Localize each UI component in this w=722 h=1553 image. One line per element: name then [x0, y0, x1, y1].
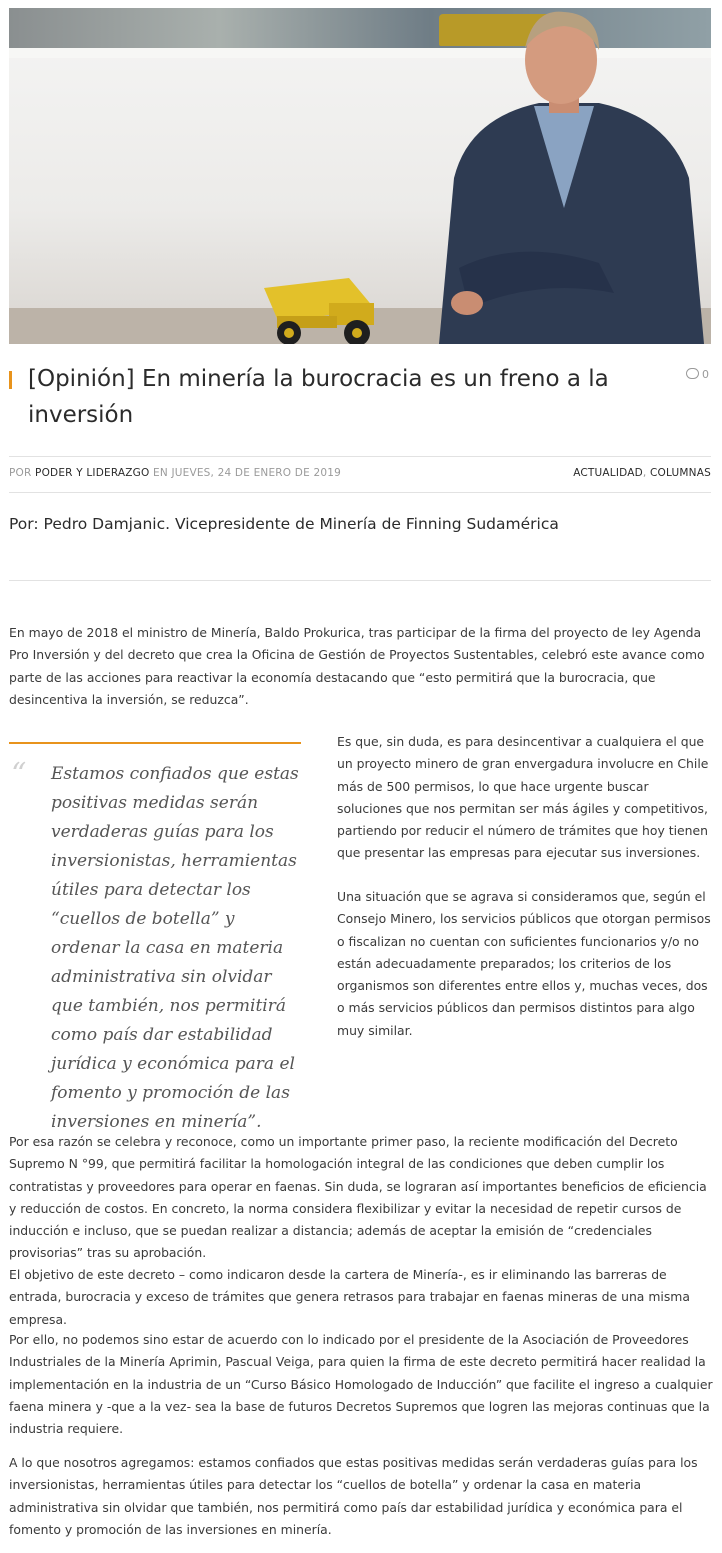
article-byline: Por: Pedro Damjanic. Vicepresidente de Minería de Finning Sudamérica [9, 515, 559, 533]
meta-author-link[interactable]: PODER Y LIDERAZGO [35, 467, 150, 479]
divider-top [9, 456, 711, 457]
title-accent-bar [9, 371, 12, 389]
article-meta [9, 467, 711, 479]
category-separator: , [642, 467, 647, 479]
hero-person-figure [399, 8, 711, 344]
comments-count: 0 [702, 368, 709, 381]
article-paragraph-2: Es que, sin duda, es para desincentivar a cualquiera el que un proyecto minero de gran envergadura involucre en Chile más de 500 permisos, lo que hace urgente buscar soluciones que nos permitan ser más ágiles y competitivos, partiendo por reducir el número de trámites que hoy tienen que presentar las empresas para ejecutar sus inversiones. [337, 734, 709, 861]
meta-categories [573, 467, 711, 479]
pull-quote: Estamos confiados que estas positivas medidas serán verdaderas guías para los inversionistas, herramientas útiles para detectar los “cuellos de botella” y ordenar la casa en materia administrativa sin olvidar que también, nos permitirá como país dar estabilidad jurídica y económica para el fomento y promoción de las inversiones en minería”. [51, 764, 299, 1132]
comments-link[interactable] [686, 368, 709, 381]
article-paragraph-5: El objetivo de este decreto – como indicaron desde la cartera de Minería-, es ir eliminando las barreras de entrada, burocracia y exceso de trámites que genera retrasos para trabajar en faenas mineras de una misma empresa. [9, 1267, 690, 1327]
meta-date-prefix: EN [153, 467, 168, 479]
article-paragraph-3: Una situación que se agrava si consideramos que, según el Consejo Minero, los servicios públicos que otorgan permisos o fiscalizan no cuentan con suficientes funcionarios y/o no están adecuadamente preparados; los criterios de los organismos son diferentes entre ellos y, muchas veces, dos o más servicios públicos dan permisos distintos para algo muy similar. [337, 889, 711, 1038]
comment-bubble-icon [686, 368, 699, 379]
meta-by-prefix: POR [9, 467, 32, 479]
article-paragraph-7: A lo que nosotros agregamos: estamos confiados que estas positivas medidas serán verdaderas guías para los inversionistas, herramientas útiles para detectar los “cuellos de botella” y ordenar la casa en materia administrativa sin olvidar que también, nos permitirá como país dar estabilidad jurídica y económica para el fomento y promoción de las inversiones en minería. [9, 1455, 698, 1537]
hero-image [9, 8, 711, 344]
pull-quote-accent-line [9, 742, 301, 744]
divider-byline [9, 580, 711, 581]
article-paragraph-6: Por ello, no podemos sino estar de acuerdo con lo indicado por el presidente de la Asociación de Proveedores Industriales de la Minería Aprimin, Pascual Veiga, para quien la firma de este decreto permitirá hacer realidad la implementación en la industria de un “Curso Básico Homologado de Inducción” que facilite el ingreso a cualquier faena minera y -que a la vez- sea la base de futuros Decretos Supremos que logren las mejoras continuas que la industria requiere. [9, 1332, 713, 1437]
category-link-actualidad[interactable]: ACTUALIDAD [573, 467, 643, 479]
category-link-columnas[interactable]: COLUMNAS [650, 467, 711, 479]
article-paragraph-4: Por esa razón se celebra y reconoce, como un importante primer paso, la reciente modificación del Decreto Supremo N °99, que permitirá facilitar la homologación integral de las condiciones que deben cumplir los contratistas y proveedores para operar en faenas. Sin duda, se lograran así importantes beneficios de eficiencia y reducción de costos. En concreto, la norma considera flexibilizar y evitar la necesidad de repetir cursos de inducción e incluso, que se puedan realizar a distancia; además de aceptar la emisión de “credenciales provisorias” tras su aprobación. [9, 1134, 707, 1261]
meta-date: JUEVES, 24 DE ENERO DE 2019 [171, 467, 341, 479]
quote-mark-icon: “ [11, 757, 27, 792]
hero-toy-truck [259, 278, 389, 344]
divider-meta [9, 492, 711, 493]
article-title: [Opinión] En minería la burocracia es un freno a la inversión [28, 366, 609, 428]
article-paragraph-1: En mayo de 2018 el ministro de Minería, Baldo Prokurica, tras participar de la firma del proyecto de ley Agenda Pro Inversión y del decreto que crea la Oficina de Gestión de Proyectos Sustentables, celebró este avance como parte de las acciones para reactivar la economía destacando que “esto permitirá que la burocracia, que desincentiva la inversión, se reduzca”. [9, 625, 705, 707]
